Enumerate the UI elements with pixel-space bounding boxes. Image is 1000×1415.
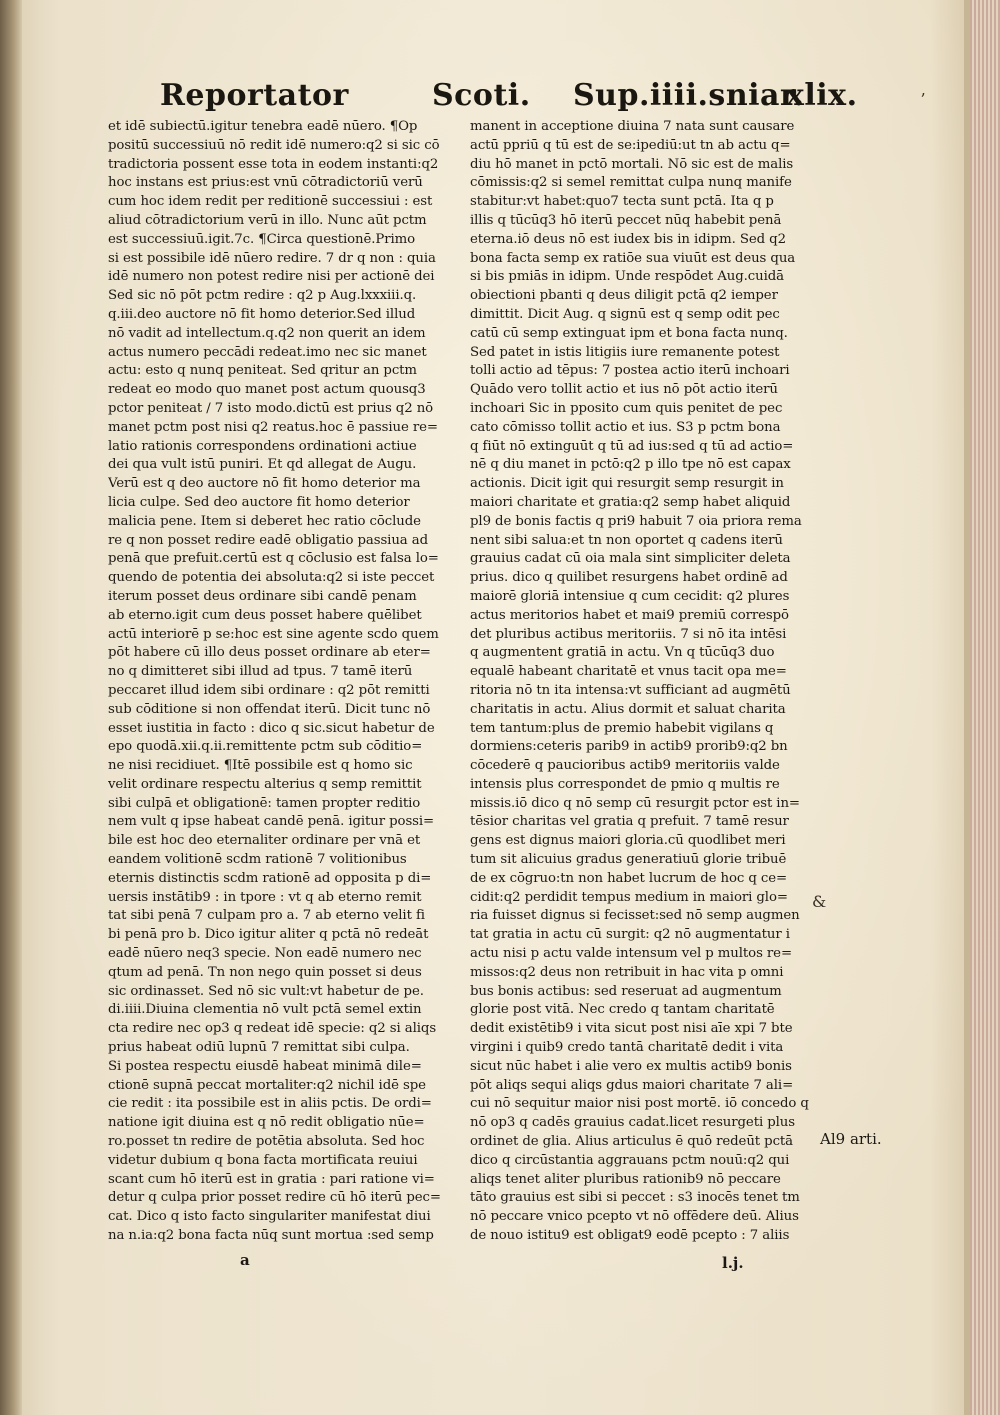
text-line: eterna.iō deus nō est iudex bis in idipm. Sed q2	[470, 231, 786, 247]
text-line: licia culpe. Sed deo auctore fit homo deterior	[108, 494, 410, 510]
text-line: tolli actio ad tēpus: 7 postea actio iterū inchoari	[470, 363, 790, 379]
text-line: cie redit : ita possibile est in aliis pctis. De ordi=	[108, 1096, 432, 1112]
text-line: nō peccare vnico pcepto vt nō offēdere deū. Alius	[470, 1209, 799, 1225]
text-line: actus numero peccādi redeat.imo nec sic manet	[108, 344, 427, 360]
text-line: cui nō sequitur maior nisi post mortē. iō concedo q	[470, 1096, 809, 1112]
text-line: tum sit alicuius gradus generatiuū glorie tribuē	[470, 852, 787, 868]
text-line: illis q tūcūq3 hō iterū peccet nūq habebit penā	[470, 212, 782, 228]
text-line: q augmentent gratiā in actu. Vn q tūcūq3 duo	[470, 645, 775, 661]
text-line: ordinet de glia. Alius articulus ē quō redeūt pctā	[470, 1134, 793, 1150]
margin-sign: &	[812, 892, 827, 911]
text-line: maiori charitate et gratia:q2 semp habet aliquid	[470, 494, 791, 510]
text-line: sicut nūc habet i alie vero ex multis actib9 bonis	[470, 1058, 792, 1074]
running-head-left: Reportator	[160, 78, 349, 113]
text-column-right	[470, 118, 818, 1246]
text-line: si bis pmiās in idipm. Unde respōdet Aug.cuidā	[470, 269, 785, 285]
text-line: actionis. Dicit igit qui resurgit semp resurgit in	[470, 476, 784, 492]
text-line: videtur dubium q bona facta mortificata reuiui	[108, 1152, 418, 1168]
text-line: charitatis in actu. Alius dormit et saluat charita	[470, 701, 786, 717]
text-line: qtum ad penā. Tn non nego quin posset si deus	[108, 964, 422, 980]
text-line: si est possibile idē nūero redire. 7 dr q non : quia	[108, 250, 436, 266]
text-line: ria fuisset dignus si fecisset:sed nō semp augmen	[470, 908, 800, 924]
text-line: tradictoria possent esse tota in eodem instanti:q2	[108, 156, 439, 172]
text-line: pōt habere cū illo deus posset ordinare ab eter=	[108, 645, 431, 661]
text-line: quendo de potentia dei absoluta:q2 si iste peccet	[108, 570, 435, 586]
text-line: natione igit diuina est q nō redit obligatio nūe=	[108, 1115, 425, 1131]
text-line: re q non posset redire eadē obligatio passiua ad	[108, 532, 428, 548]
text-line: intensis plus correspondet de pmio q multis re	[470, 776, 780, 792]
text-line: cta redire nec op3 q redeat idē specie: q2 si aliqs	[108, 1021, 437, 1037]
text-line: scant cum hō iterū est in gratia : pari ratione vi=	[108, 1171, 435, 1187]
folio-number: xlix.	[786, 78, 858, 113]
text-line: tat gratia in actu cū surgit: q2 nō augmentatur i	[470, 927, 790, 943]
text-line: epo quodā.xii.q.ii.remittente pctm sub cōditio=	[108, 739, 423, 755]
text-line: nent sibi salua:et tn non oportet q cadens iterū	[470, 532, 783, 548]
signature-mark-left: a	[240, 1251, 250, 1269]
text-line: cat. Dico q isto facto singulariter manifestat diui	[108, 1209, 431, 1225]
text-line: pōt aliqs sequi aliqs gdus maiori charitate 7 ali=	[470, 1077, 794, 1093]
text-line: de nouo istitu9 est obligat9 eodē pcepto : 7 aliis	[470, 1228, 790, 1244]
text-line: sibi culpā et obligationē: tamen propter reditio	[108, 795, 421, 811]
signature-mark-right: l.j.	[722, 1254, 744, 1272]
text-line: redeat eo modo quo manet post actum quousq3	[108, 382, 426, 398]
binding-gutter	[0, 0, 22, 1415]
text-line: q.iii.deo auctore nō fit homo deterior.Sed illud	[108, 306, 416, 322]
text-line: malicia pene. Item si deberet hec ratio cōclude	[108, 513, 421, 529]
text-line: tem tantum:plus de premio habebit vigilans q	[470, 720, 774, 736]
text-line: inchoari Sic in pposito cum quis penitet de pec	[470, 400, 783, 416]
text-line: diu hō manet in pctō mortali. Nō sic est de malis	[470, 156, 794, 172]
text-line: obiectioni pbanti q deus diligit pctā q2 iemper	[470, 288, 778, 304]
text-line: di.iiii.Diuina clementia nō vult pctā semel extin	[108, 1002, 422, 1018]
text-line: aliqs tenet aliter pluribus rationib9 nō peccare	[470, 1171, 781, 1187]
text-line: cato cōmisso tollit actio et ius. S3 p pctm bona	[470, 419, 781, 435]
text-line: tāto grauius est sibi si peccet : s3 inocēs tenet tm	[470, 1190, 800, 1206]
text-line: stabitur:vt habet:quo7 tecta sunt pctā. Ita q p	[470, 194, 774, 210]
text-line: eandem volitionē scdm rationē 7 volitionibus	[108, 852, 407, 868]
text-line: Verū est q deo auctore nō fit homo deterior ma	[108, 476, 421, 492]
text-line: ne nisi recidiuet. ¶Itē possibile est q homo sic	[108, 758, 413, 774]
text-line: sic ordinasset. Sed nō sic vult:vt habetur de pe.	[108, 983, 424, 999]
text-line: sub cōditione si non offendat iterū. Dicit tunc nō	[108, 701, 431, 717]
text-line: ab eterno.igit cum deus posset habere quēlibet	[108, 607, 422, 623]
text-line: hoc instans est prius:est vnū cōtradictoriū verū	[108, 175, 423, 191]
text-line: ctionē supnā peccat mortaliter:q2 nichil idē spe	[108, 1077, 426, 1093]
text-line: bile est hoc deo eternaliter ordinare per vnā et	[108, 833, 421, 849]
text-line: missos:q2 deus non retribuit in hac vita p omni	[470, 964, 784, 980]
text-line: grauius cadat cū oia mala sint simpliciter deleta	[470, 551, 791, 567]
text-line: detur q culpa prior posset redire cū hō iterū pec=	[108, 1190, 441, 1206]
text-line: actu nisi p actu valde intensum vel p multos re=	[470, 946, 792, 962]
text-line: aliud cōtradictorium verū in illo. Nunc aūt pctm	[108, 212, 427, 228]
text-line: de ex cōgruo:tn non habet lucrum de hoc q ce=	[470, 870, 788, 886]
text-line: latio rationis correspondens ordinationi actiue	[108, 438, 417, 454]
text-line: Quādo vero tollit actio et ius nō pōt actio iterū	[470, 382, 778, 398]
ink-mark: ʼ	[920, 90, 926, 109]
text-line: gens est dignus maiori gloria.cū quodlibet meri	[470, 833, 786, 849]
text-line: na n.ia:q2 bona facta nūq sunt mortua :sed semp	[108, 1228, 434, 1244]
marginal-note: Al9 arti.	[820, 1130, 882, 1148]
text-line: det pluribus actibus meritoriis. 7 si nō ita intēsi	[470, 626, 787, 642]
text-line: et idē subiectū.igitur tenebra eadē nūero. ¶Op	[108, 119, 418, 134]
text-line: est successiuū.igit.7c. ¶Circa questionē.Primo	[108, 231, 416, 247]
text-column-left	[108, 118, 453, 1246]
text-line: eternis distinctis scdm rationē ad opposita p di=	[108, 870, 432, 886]
text-line: dedit existētib9 i vita sicut post nisi aīe xpi 7 bte	[470, 1021, 793, 1037]
text-line: idē numero non potest redire nisi per actionē dei	[108, 269, 435, 285]
text-line: positū successiuū nō redit idē numero:q2 si sic cō	[108, 137, 440, 153]
text-line: manent in acceptione diuina 7 nata sunt causare	[470, 119, 795, 134]
text-line: glorie post vitā. Nec credo q tantam charitatē	[470, 1002, 775, 1018]
text-line: cum hoc idem redit per reditionē successiui : est	[108, 194, 433, 210]
text-line: no q dimitteret sibi illud ad tpus. 7 tamē iterū	[108, 664, 413, 680]
page-edges	[970, 0, 1000, 1415]
text-line: equalē habeant charitatē et vnus tacit opa me=	[470, 664, 787, 680]
text-line: ritoria nō tn ita intensa:vt sufficiant ad augmētū	[470, 682, 791, 698]
text-line: Sed sic nō pōt pctm redire : q2 p Aug.lxxxiii.q.	[108, 288, 417, 304]
text-line: Si postea respectu eiusdē habeat minimā dile=	[108, 1058, 422, 1074]
text-line: nō op3 q cadēs grauius cadat.licet resurgeti plus	[470, 1115, 795, 1131]
text-line: tēsior charitas vel gratia q prefuit. 7 tamē resur	[470, 814, 789, 830]
text-line: esset iustitia in facto : dico q sic.sicut habetur de	[108, 720, 435, 736]
text-line: actū interiorē p se:hoc est sine agente scdo quem	[108, 626, 439, 642]
text-line: cidit:q2 perdidit tempus medium in maiori glo=	[470, 889, 788, 905]
text-line: uersis instātib9 : in tpore : vt q ab eterno remit	[108, 889, 422, 905]
text-line: prius habeat odiū lupnū 7 remittat sibi culpa.	[108, 1040, 410, 1056]
text-line: Sed patet in istis litigiis iure remanente potest	[470, 344, 780, 360]
text-line: eadē nūero neq3 specie. Non eadē numero nec	[108, 946, 422, 962]
text-line: dormiens:ceteris parib9 in actib9 prorib9:q2 bn	[470, 739, 788, 755]
text-line: missis.iō dico q nō semp cū resurgit pctor est in=	[470, 795, 800, 811]
text-line: dimittit. Dicit Aug. q signū est q semp odit pec	[470, 306, 780, 322]
text-line: cōcederē q paucioribus actib9 meritoriis valde	[470, 758, 780, 774]
text-line: pctor peniteat / 7 isto modo.dictū est prius q2 nō	[108, 400, 434, 416]
text-line: nē q diu manet in pctō:q2 p illo tpe nō est capax	[470, 457, 791, 473]
running-head-right: Sup.iiii.sniar.	[573, 78, 805, 113]
text-line: bi penā pro b. Dico igitur aliter q pctā nō redeāt	[108, 927, 429, 943]
text-line: cōmissis:q2 si semel remittat culpa nunq manife	[470, 175, 792, 191]
text-line: actū ppriū q tū est de se:ipediū:ut tn ab actu q=	[470, 137, 791, 153]
text-line: nem vult q ipse habeat candē penā. igitur possi=	[108, 814, 435, 830]
text-line: tat sibi penā 7 culpam pro a. 7 ab eterno velit fi	[108, 908, 425, 924]
text-line: dei qua vult istū puniri. Et qd allegat de Augu.	[108, 457, 417, 473]
text-line: pl9 de bonis factis q pri9 habuit 7 oia priora rema	[470, 513, 802, 529]
text-line: ro.posset tn redire de potētia absoluta. Sed hoc	[108, 1134, 425, 1150]
running-head-center: Scoti.	[432, 78, 531, 113]
text-line: maiorē gloriā intensiue q cum cecidit: q2 plures	[470, 588, 790, 604]
text-line: bona facta semp ex ratiōe sua viuūt est deus qua	[470, 250, 796, 266]
text-line: peccaret illud idem sibi ordinare : q2 pōt remitti	[108, 682, 430, 698]
text-line: prius. dico q quilibet resurgens habet ordinē ad	[470, 570, 788, 586]
text-line: penā que prefuit.certū est q cōclusio est falsa lo=	[108, 551, 439, 567]
text-line: q fiūt nō extinguūt q tū ad ius:sed q tū ad actio=	[470, 438, 794, 454]
text-line: velit ordinare respectu alterius q semp remittit	[108, 776, 422, 792]
text-line: dico q circūstantia aggrauans pctm nouū:q2 qui	[470, 1152, 790, 1168]
text-line: manet pctm post nisi q2 reatus.hoc ē passiue re=	[108, 419, 438, 435]
text-line: bus bonis actibus: sed reseruat ad augmentum	[470, 983, 782, 999]
text-line: nō vadit ad intellectum.q.q2 non querit an idem	[108, 325, 426, 341]
text-line: actu: esto q nunq peniteat. Sed qritur an pctm	[108, 363, 417, 379]
text-line: actus meritorios habet et mai9 premiū correspō	[470, 607, 789, 623]
text-line: virgini i quib9 credo tantā charitatē dedit i vita	[470, 1040, 784, 1056]
text-line: catū cū semp extinguat ipm et bona facta nunq.	[470, 325, 788, 341]
text-line: iterum posset deus ordinare sibi candē penam	[108, 588, 417, 604]
